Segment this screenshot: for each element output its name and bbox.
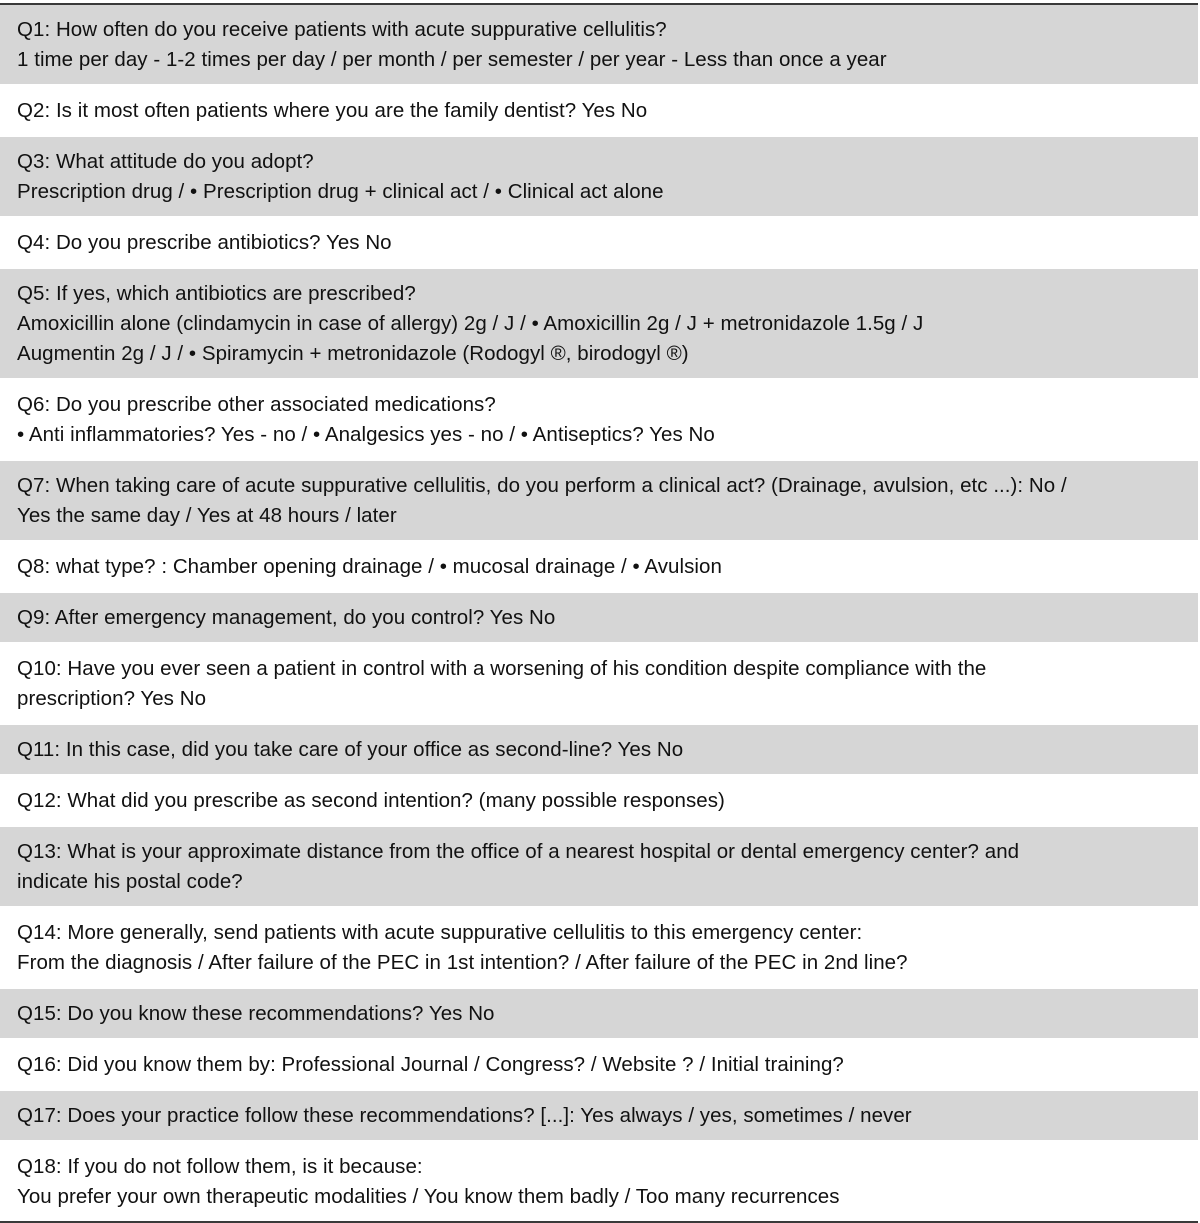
question-text: Q12: What did you prescribe as second intention? (many possible responses) bbox=[17, 789, 725, 812]
question-text: Q15: Do you know these recommendations? Yes No bbox=[17, 1002, 495, 1025]
question-text: Q16: Did you know them by: Professional Journal / Congress? / Website ? / Initial training? bbox=[17, 1053, 844, 1076]
question-text: Q11: In this case, did you take care of your office as second-line? Yes No bbox=[17, 738, 684, 761]
question-text: Q8: what type? : Chamber opening drainage / • mucosal drainage / • Avulsion bbox=[17, 555, 722, 578]
question-text: Q10: Have you ever seen a patient in control with a worsening of his condition despite compliance with the bbox=[17, 657, 987, 680]
question-row-q18 bbox=[0, 1140, 1198, 1221]
question-text: Q1: How often do you receive patients with acute suppurative cellulitis? bbox=[17, 18, 667, 41]
question-text: Q14: More generally, send patients with acute suppurative cellulitis to this emergency center: bbox=[17, 921, 863, 944]
question-text: Q5: If yes, which antibiotics are prescribed? bbox=[17, 282, 416, 305]
question-text: Q4: Do you prescribe antibiotics? Yes No bbox=[17, 231, 392, 254]
question-row-q11 bbox=[0, 723, 1198, 774]
question-text: Q7: When taking care of acute suppurative cellulitis, do you perform a clinical act? (Drainage, avulsion, etc ...): No / bbox=[17, 474, 1067, 497]
question-row-q6 bbox=[0, 378, 1198, 459]
question-text: Q18: If you do not follow them, is it because: bbox=[17, 1155, 423, 1178]
question-row-q5 bbox=[0, 267, 1198, 378]
question-row-q1 bbox=[0, 5, 1198, 84]
question-row-q16 bbox=[0, 1038, 1198, 1089]
question-text: Q3: What attitude do you adopt? bbox=[17, 150, 314, 173]
answer-options-text: Prescription drug / • Prescription drug + clinical act / • Clinical act alone bbox=[17, 180, 664, 203]
answer-options-text: prescription? Yes No bbox=[17, 687, 207, 710]
survey-questions-table bbox=[0, 3, 1198, 1223]
question-text: Q6: Do you prescribe other associated medications? bbox=[17, 393, 496, 416]
answer-options-text: • Anti inflammatories? Yes - no / • Analgesics yes - no / • Antiseptics? Yes No bbox=[17, 423, 715, 446]
question-row-q3 bbox=[0, 135, 1198, 216]
question-row-q4 bbox=[0, 216, 1198, 267]
answer-options-text: You prefer your own therapeutic modalities / You know them badly / Too many recurrences bbox=[17, 1185, 840, 1208]
question-text: Q9: After emergency management, do you control? Yes No bbox=[17, 606, 556, 629]
question-row-q13 bbox=[0, 825, 1198, 906]
question-row-q2 bbox=[0, 84, 1198, 135]
question-row-q17 bbox=[0, 1089, 1198, 1140]
question-text: Q2: Is it most often patients where you are the family dentist? Yes No bbox=[17, 99, 648, 122]
question-row-q14 bbox=[0, 906, 1198, 987]
answer-options-text: From the diagnosis / After failure of the PEC in 1st intention? / After failure of the PEC in 2nd line? bbox=[17, 951, 908, 974]
question-row-q10 bbox=[0, 642, 1198, 723]
answer-options-text: indicate his postal code? bbox=[17, 870, 243, 893]
answer-options-text: Amoxicillin alone (clindamycin in case of allergy) 2g / J / • Amoxicillin 2g / J + metronidazole 1.5g / J bbox=[17, 312, 924, 335]
question-text: Q17: Does your practice follow these recommendations? [...]: Yes always / yes, sometimes / never bbox=[17, 1104, 912, 1127]
answer-options-text: Augmentin 2g / J / • Spiramycin + metronidazole (Rodogyl ®, birodogyl ®) bbox=[17, 342, 689, 365]
question-text: Q13: What is your approximate distance from the office of a nearest hospital or dental emergency center? and bbox=[17, 840, 1020, 863]
question-row-q12 bbox=[0, 774, 1198, 825]
answer-options-text: 1 time per day - 1-2 times per day / per month / per semester / per year - Less than once a year bbox=[17, 48, 887, 71]
question-row-q8 bbox=[0, 540, 1198, 591]
answer-options-text: Yes the same day / Yes at 48 hours / later bbox=[17, 504, 397, 527]
question-row-q15 bbox=[0, 987, 1198, 1038]
question-row-q7 bbox=[0, 459, 1198, 540]
question-row-q9 bbox=[0, 591, 1198, 642]
